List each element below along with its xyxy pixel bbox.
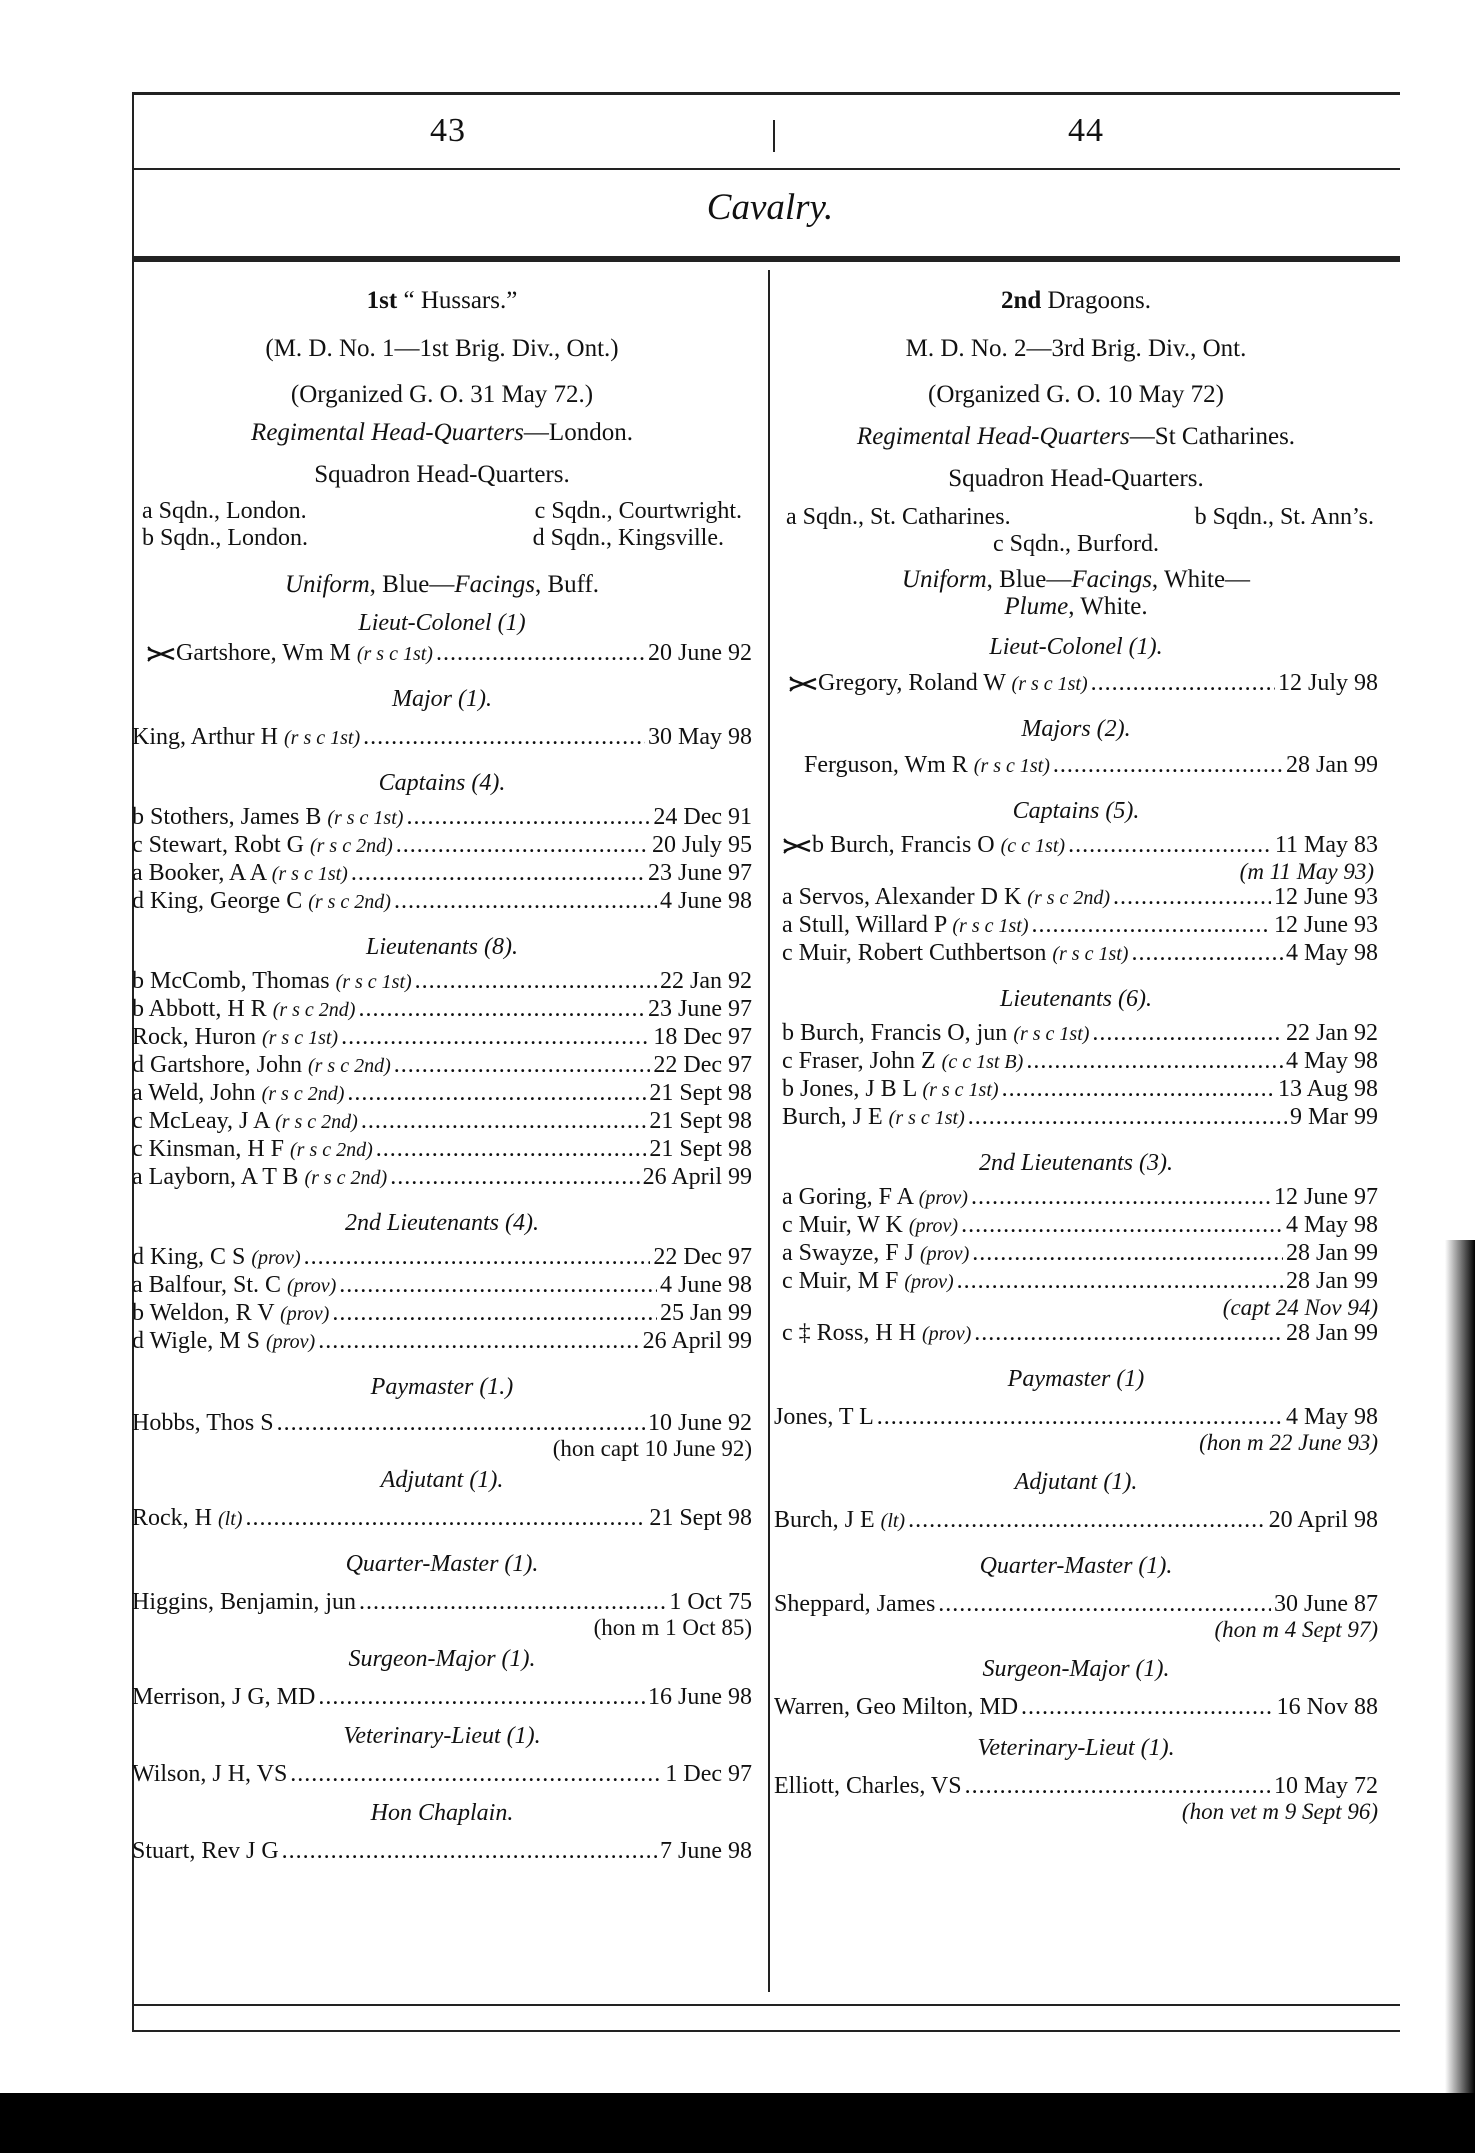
commission-date: 13 Aug 98 xyxy=(1277,1076,1378,1102)
commission-date: 28 Jan 99 xyxy=(1286,1268,1378,1294)
regiment-number: 2nd xyxy=(1000,287,1042,314)
officer-name: Elliott, Charles, VS xyxy=(774,1773,962,1799)
leader-dots xyxy=(290,1761,662,1788)
page-number-right: 44 xyxy=(1068,112,1104,149)
leader-dots xyxy=(972,1240,1283,1267)
officer-entry xyxy=(782,1184,1378,1212)
commission-date: 4 May 98 xyxy=(1286,1404,1378,1430)
page-number-left: 43 xyxy=(430,112,466,149)
leader-dots xyxy=(361,1108,646,1135)
commission-date: 21 Sept 98 xyxy=(649,1136,752,1162)
captains-list xyxy=(132,804,752,916)
leader-dots xyxy=(1026,1048,1283,1075)
military-district: M. D. No. 2—3rd Brig. Div., Ont. xyxy=(905,335,1247,362)
facings-colour: , White— xyxy=(1151,566,1251,593)
commission-date: 16 June 98 xyxy=(648,1684,752,1710)
officer-entry xyxy=(782,1240,1378,1268)
officer-name: Rock, H (lt) xyxy=(132,1505,243,1531)
officer-entry xyxy=(774,832,1378,860)
officer-entry xyxy=(132,1684,752,1711)
officer-entry xyxy=(774,1694,1378,1721)
squadron-row xyxy=(774,504,1378,531)
rank-heading-veterinary: Veterinary-Lieut (1). xyxy=(977,1735,1175,1761)
commission-date: 12 June 97 xyxy=(1274,1184,1378,1210)
leader-dots xyxy=(363,724,645,751)
officer-entry xyxy=(132,1300,752,1328)
rank-heading-major: Major (1). xyxy=(392,686,492,712)
commission-date: 4 May 98 xyxy=(1286,1048,1378,1074)
officer-name: c Stewart, Robt G (r s c 2nd) xyxy=(132,832,393,858)
rank-heading-lieut-colonel: Lieut-Colonel (1) xyxy=(358,610,526,636)
commission-date: 20 June 92 xyxy=(648,640,752,666)
officer-name: a Booker, A A (r s c 1st) xyxy=(132,860,348,886)
rank-note: (m 11 May 93) xyxy=(1239,859,1374,884)
commission-date: 26 April 99 xyxy=(642,1328,752,1354)
rank-heading-lieutenants: Lieutenants (8). xyxy=(366,934,518,960)
header-rule xyxy=(132,168,1400,170)
rank-heading-quarter-master: Quarter-Master (1). xyxy=(345,1551,539,1577)
leader-dots xyxy=(339,1272,657,1299)
leader-dots xyxy=(965,1773,1271,1800)
rank-heading-chaplain: Hon Chaplain. xyxy=(370,1800,514,1826)
second-lieutenants-list xyxy=(132,1244,752,1356)
leader-dots xyxy=(277,1410,645,1437)
leader-dots xyxy=(974,1320,1283,1347)
plume-line xyxy=(774,594,1378,620)
officer-name: a Layborn, A T B (r s c 2nd) xyxy=(132,1164,388,1190)
leader-dots xyxy=(396,832,649,859)
officer-name: c Kinsman, H F (r s c 2nd) xyxy=(132,1136,373,1162)
officer-name: Warren, Geo Milton, MD xyxy=(774,1694,1019,1720)
officer-entry xyxy=(774,670,1378,698)
officer-name: Gregory, Roland W (r s c 1st) xyxy=(788,670,1088,698)
commission-date: 7 June 98 xyxy=(660,1838,752,1864)
leader-dots xyxy=(359,1589,666,1616)
officer-name: Rock, Huron (r s c 1st) xyxy=(132,1024,339,1050)
commission-date: 20 July 95 xyxy=(651,832,752,858)
captains-list xyxy=(774,884,1378,968)
column-divider xyxy=(768,270,770,1992)
rank-heading-majors: Majors (2). xyxy=(1021,716,1131,742)
hq-place: —St Catharines. xyxy=(1129,423,1296,450)
leader-dots xyxy=(436,640,645,667)
leader-dots xyxy=(971,1184,1271,1211)
commission-date: 20 April 98 xyxy=(1268,1507,1378,1533)
leader-dots xyxy=(394,1052,651,1079)
commission-date: 24 Dec 91 xyxy=(653,804,752,830)
officer-entry xyxy=(782,1268,1378,1296)
commission-date: 28 Jan 99 xyxy=(1286,752,1378,778)
crossed-swords-icon xyxy=(146,646,176,662)
rank-heading-2nd-lieutenants: 2nd Lieutenants (4). xyxy=(345,1210,539,1236)
leader-dots xyxy=(961,1212,1283,1239)
leader-dots xyxy=(245,1505,646,1532)
officer-entry xyxy=(782,1020,1378,1048)
officer-entry xyxy=(132,1589,752,1616)
leader-dots xyxy=(1053,752,1283,779)
page-edge-shadow xyxy=(1445,1240,1475,2110)
lieutenants-list xyxy=(774,1020,1378,1132)
scan-bottom-edge xyxy=(0,2093,1475,2153)
commission-date: 22 Jan 92 xyxy=(1286,1020,1378,1046)
hq-label: Regimental Head-Quarters xyxy=(251,419,524,446)
commission-date: 12 July 98 xyxy=(1277,670,1378,696)
officer-name: b Jones, J B L (r s c 1st) xyxy=(782,1076,999,1102)
officer-entry xyxy=(782,1076,1378,1104)
commission-date: 16 Nov 88 xyxy=(1276,1694,1378,1720)
rank-heading-lieutenants: Lieutenants (6). xyxy=(1000,986,1152,1012)
commission-date: 9 Mar 99 xyxy=(1290,1104,1378,1130)
officer-entry xyxy=(774,1507,1378,1535)
officer-name: Hobbs, Thos S xyxy=(132,1410,274,1436)
commission-date: 10 June 92 xyxy=(648,1410,752,1436)
officer-name: Gartshore, Wm M (r s c 1st) xyxy=(146,640,433,668)
officer-name: d King, C S (prov) xyxy=(132,1244,301,1270)
squadron-row xyxy=(142,498,752,525)
plume-label: Plume xyxy=(1004,593,1069,620)
uniform-label: Uniform xyxy=(901,566,987,593)
leader-dots xyxy=(318,1328,639,1355)
officer-name: b Burch, Francis O, jun (r s c 1st) xyxy=(782,1020,1090,1046)
officer-name: a Stull, Willard P (r s c 1st) xyxy=(782,912,1029,938)
officer-name: Wilson, J H, VS xyxy=(132,1761,288,1787)
section-title: Cavalry. xyxy=(706,187,834,228)
officer-name: a Swayze, F J (prov) xyxy=(782,1240,970,1266)
uniform-colour: , Blue— xyxy=(986,566,1072,593)
honorary-rank-note: (hon m 4 Sept 97) xyxy=(1214,1617,1378,1642)
officer-name: Ferguson, Wm R (r s c 1st) xyxy=(804,752,1050,778)
honorary-rank-note: (hon m 22 June 93) xyxy=(1199,1430,1378,1455)
leader-dots xyxy=(1092,1020,1283,1047)
squadron-location: b Sqdn., St. Ann’s. xyxy=(1194,504,1374,530)
commission-date: 1 Oct 75 xyxy=(669,1589,752,1615)
officer-entry xyxy=(132,1108,752,1136)
squadron-row xyxy=(142,525,752,552)
officer-entry xyxy=(132,1272,752,1300)
leader-dots xyxy=(347,1080,646,1107)
officer-name: c ‡ Ross, H H (prov) xyxy=(782,1320,972,1346)
leader-dots xyxy=(304,1244,651,1271)
regiment-title xyxy=(774,282,1378,320)
commission-date: 28 Jan 99 xyxy=(1286,1240,1378,1266)
officer-entry xyxy=(132,832,752,860)
officer-name: Burch, J E (r s c 1st) xyxy=(782,1104,965,1130)
commission-date: 26 April 99 xyxy=(642,1164,752,1190)
squadron-location: c Sqdn., Burford. xyxy=(993,531,1159,557)
leader-dots xyxy=(394,888,657,915)
right-column xyxy=(774,282,1378,1824)
rank-heading-surgeon-major: Surgeon-Major (1). xyxy=(982,1656,1170,1682)
officer-name: King, Arthur H (r s c 1st) xyxy=(132,724,361,750)
crossed-swords-icon xyxy=(782,838,812,854)
commission-date: 23 June 97 xyxy=(648,860,752,886)
leader-dots xyxy=(376,1136,647,1163)
officer-name: a Weld, John (r s c 2nd) xyxy=(132,1080,345,1106)
squadron-location: b Sqdn., London. xyxy=(142,525,309,551)
leader-dots xyxy=(1113,884,1271,911)
officer-entry xyxy=(132,888,752,916)
commission-date: 4 May 98 xyxy=(1286,940,1378,966)
plume-colour: , White. xyxy=(1068,593,1148,620)
squadron-hq-heading: Squadron Head-Quarters. xyxy=(314,461,570,488)
officer-entry xyxy=(782,1048,1378,1076)
commission-date: 4 May 98 xyxy=(1286,1212,1378,1238)
officer-entry xyxy=(774,1404,1378,1431)
uniform-line xyxy=(132,566,752,604)
commission-date: 18 Dec 97 xyxy=(653,1024,752,1050)
leader-dots xyxy=(406,804,650,831)
uniform-label: Uniform xyxy=(284,571,370,598)
officer-entry xyxy=(132,968,752,996)
left-column xyxy=(132,282,752,1865)
commission-date: 30 June 87 xyxy=(1274,1591,1378,1617)
officer-entry xyxy=(782,912,1378,940)
leader-dots xyxy=(1091,670,1275,697)
commission-date: 1 Dec 97 xyxy=(665,1761,752,1787)
officer-entry xyxy=(132,1244,752,1272)
leader-dots xyxy=(332,1300,657,1327)
officer-name: c Muir, Robert Cuthbertson (r s c 1st) xyxy=(782,940,1129,966)
page-number-divider xyxy=(773,120,775,152)
crossed-swords-icon xyxy=(788,676,818,692)
officer-entry xyxy=(774,1773,1378,1800)
rank-heading-captains: Captains (5). xyxy=(1012,798,1140,824)
officer-entry xyxy=(132,1838,752,1865)
rank-heading-2nd-lieutenants: 2nd Lieutenants (3). xyxy=(979,1150,1173,1176)
officer-entry xyxy=(132,804,752,832)
leader-dots xyxy=(282,1838,657,1865)
officer-entry xyxy=(782,884,1378,912)
leader-dots xyxy=(1131,940,1283,967)
lieutenants-list xyxy=(132,968,752,1192)
officer-entry xyxy=(132,1024,752,1052)
commission-date: 23 June 97 xyxy=(648,996,752,1022)
officer-name: a Servos, Alexander D K (r s c 2nd) xyxy=(782,884,1111,910)
officer-entry xyxy=(132,860,752,888)
rank-heading-surgeon-major: Surgeon-Major (1). xyxy=(348,1646,536,1672)
officer-name: Burch, J E (lt) xyxy=(774,1507,906,1533)
second-lieutenants-list xyxy=(774,1184,1378,1348)
squadron-location: a Sqdn., London. xyxy=(142,498,307,524)
officer-entry xyxy=(132,1761,752,1788)
officer-entry xyxy=(132,1052,752,1080)
leader-dots xyxy=(877,1404,1283,1431)
officer-entry xyxy=(782,940,1378,968)
leader-dots xyxy=(390,1164,639,1191)
officer-name: d King, George C (r s c 2nd) xyxy=(132,888,391,914)
leader-dots xyxy=(968,1104,1287,1131)
officer-name: b Abbott, H R (r s c 2nd) xyxy=(132,996,356,1022)
commission-date: 12 June 93 xyxy=(1274,884,1378,910)
regiment-name: Dragoons. xyxy=(1047,287,1152,314)
leader-dots xyxy=(957,1268,1283,1295)
officer-entry xyxy=(132,1505,752,1533)
leader-dots xyxy=(1021,1694,1274,1721)
bottom-border-rule xyxy=(132,2030,1400,2032)
officer-name: d Gartshore, John (r s c 2nd) xyxy=(132,1052,391,1078)
leader-dots xyxy=(318,1684,645,1711)
regimental-hq xyxy=(132,414,752,452)
officer-name: Higgins, Benjamin, jun xyxy=(132,1589,356,1615)
facings-label: Facings xyxy=(454,571,535,598)
rank-heading-veterinary: Veterinary-Lieut (1). xyxy=(343,1723,541,1749)
facings-colour: , Buff. xyxy=(534,571,600,598)
officer-entry xyxy=(782,1104,1378,1132)
squadron-location: d Sqdn., Kingsville. xyxy=(532,525,724,551)
leader-dots xyxy=(341,1024,650,1051)
officer-name: Jones, T L xyxy=(774,1404,874,1430)
commission-date: 4 June 98 xyxy=(660,888,752,914)
officer-entry xyxy=(132,1136,752,1164)
leader-dots xyxy=(1068,832,1272,859)
officer-entry xyxy=(774,1591,1378,1618)
facings-label: Facings xyxy=(1071,566,1152,593)
rank-heading-quarter-master: Quarter-Master (1). xyxy=(979,1553,1173,1579)
officer-entry xyxy=(782,1320,1378,1348)
officer-entry xyxy=(132,1080,752,1108)
honorary-rank-note: (hon capt 10 June 92) xyxy=(552,1436,752,1461)
officer-name: Stuart, Rev J G xyxy=(132,1838,279,1864)
officer-entry xyxy=(774,752,1378,780)
rank-heading-paymaster: Paymaster (1.) xyxy=(370,1374,514,1400)
regiment-title xyxy=(132,282,752,320)
rank-note: (capt 24 Nov 94) xyxy=(1222,1295,1378,1320)
top-border-rule xyxy=(132,92,1400,95)
commission-date: 25 Jan 99 xyxy=(660,1300,752,1326)
section-rule-thick xyxy=(132,256,1400,262)
commission-date: 21 Sept 98 xyxy=(649,1080,752,1106)
officer-name: b Weldon, R V (prov) xyxy=(132,1300,330,1326)
rank-heading-adjutant: Adjutant (1). xyxy=(380,1467,504,1493)
bottom-rule xyxy=(132,2004,1400,2006)
rank-heading-lieut-colonel: Lieut-Colonel (1). xyxy=(989,634,1163,660)
squadron-location: c Sqdn., Courtwright. xyxy=(534,498,742,524)
leader-dots xyxy=(415,968,657,995)
commission-date: 22 Dec 97 xyxy=(653,1052,752,1078)
organized-order: (Organized G. O. 10 May 72) xyxy=(928,381,1224,408)
officer-entry xyxy=(132,724,752,752)
military-district: (M. D. No. 1—1st Brig. Div., Ont.) xyxy=(265,335,619,362)
organized-order: (Organized G. O. 31 May 72.) xyxy=(290,381,594,408)
officer-entry xyxy=(132,640,752,668)
regiment-name: “ Hussars.” xyxy=(403,287,518,314)
commission-date: 4 June 98 xyxy=(660,1272,752,1298)
squadron-row xyxy=(774,531,1378,558)
uniform-line xyxy=(774,566,1378,594)
leader-dots xyxy=(1031,912,1271,939)
rank-heading-paymaster: Paymaster (1) xyxy=(1007,1366,1145,1392)
leader-dots xyxy=(351,860,645,887)
hq-label: Regimental Head-Quarters xyxy=(856,423,1130,450)
squadron-hq-heading: Squadron Head-Quarters. xyxy=(948,465,1204,492)
commission-date: 28 Jan 99 xyxy=(1286,1320,1378,1346)
commission-date: 22 Jan 92 xyxy=(660,968,752,994)
officer-entry xyxy=(132,996,752,1024)
officer-name: c Muir, M F (prov) xyxy=(782,1268,954,1294)
commission-date: 12 June 93 xyxy=(1274,912,1378,938)
rank-heading-captains: Captains (4). xyxy=(378,770,506,796)
regimental-hq xyxy=(774,418,1378,456)
hq-place: —London. xyxy=(523,419,633,446)
officer-name: c Muir, W K (prov) xyxy=(782,1212,959,1238)
officer-entry xyxy=(132,1410,752,1437)
officer-entry xyxy=(132,1328,752,1356)
leader-dots xyxy=(358,996,645,1023)
commission-date: 10 May 72 xyxy=(1274,1773,1378,1799)
officer-name: b McComb, Thomas (r s c 1st) xyxy=(132,968,412,994)
officer-name: b Stothers, James B (r s c 1st) xyxy=(132,804,404,830)
officer-name: c Fraser, John Z (c c 1st B) xyxy=(782,1048,1024,1074)
officer-entry xyxy=(132,1164,752,1192)
officer-name: d Wigle, M S (prov) xyxy=(132,1328,316,1354)
commission-date: 21 Sept 98 xyxy=(649,1505,752,1531)
honorary-rank-note: (hon vet m 9 Sept 96) xyxy=(1181,1799,1378,1824)
officer-name: a Balfour, St. C (prov) xyxy=(132,1272,337,1298)
commission-date: 22 Dec 97 xyxy=(653,1244,752,1270)
officer-name: c McLeay, J A (r s c 2nd) xyxy=(132,1108,358,1134)
officer-entry xyxy=(782,1212,1378,1240)
leader-dots xyxy=(1002,1076,1275,1103)
officer-name: b Burch, Francis O (c c 1st) xyxy=(782,832,1065,860)
officer-name: Sheppard, James xyxy=(774,1591,936,1617)
squadron-location: a Sqdn., St. Catharines. xyxy=(786,504,1011,530)
uniform-colour: , Blue— xyxy=(369,571,455,598)
leader-dots xyxy=(938,1591,1271,1618)
commission-date: 21 Sept 98 xyxy=(649,1108,752,1134)
regiment-number: 1st xyxy=(366,287,398,314)
leader-dots xyxy=(908,1507,1266,1534)
honorary-rank-note: (hon m 1 Oct 85) xyxy=(593,1615,752,1640)
officer-name: Merrison, J G, MD xyxy=(132,1684,316,1710)
rank-heading-adjutant: Adjutant (1). xyxy=(1014,1469,1138,1495)
commission-date: 30 May 98 xyxy=(648,724,752,750)
commission-date: 11 May 83 xyxy=(1274,832,1378,858)
officer-name: a Goring, F A (prov) xyxy=(782,1184,968,1210)
